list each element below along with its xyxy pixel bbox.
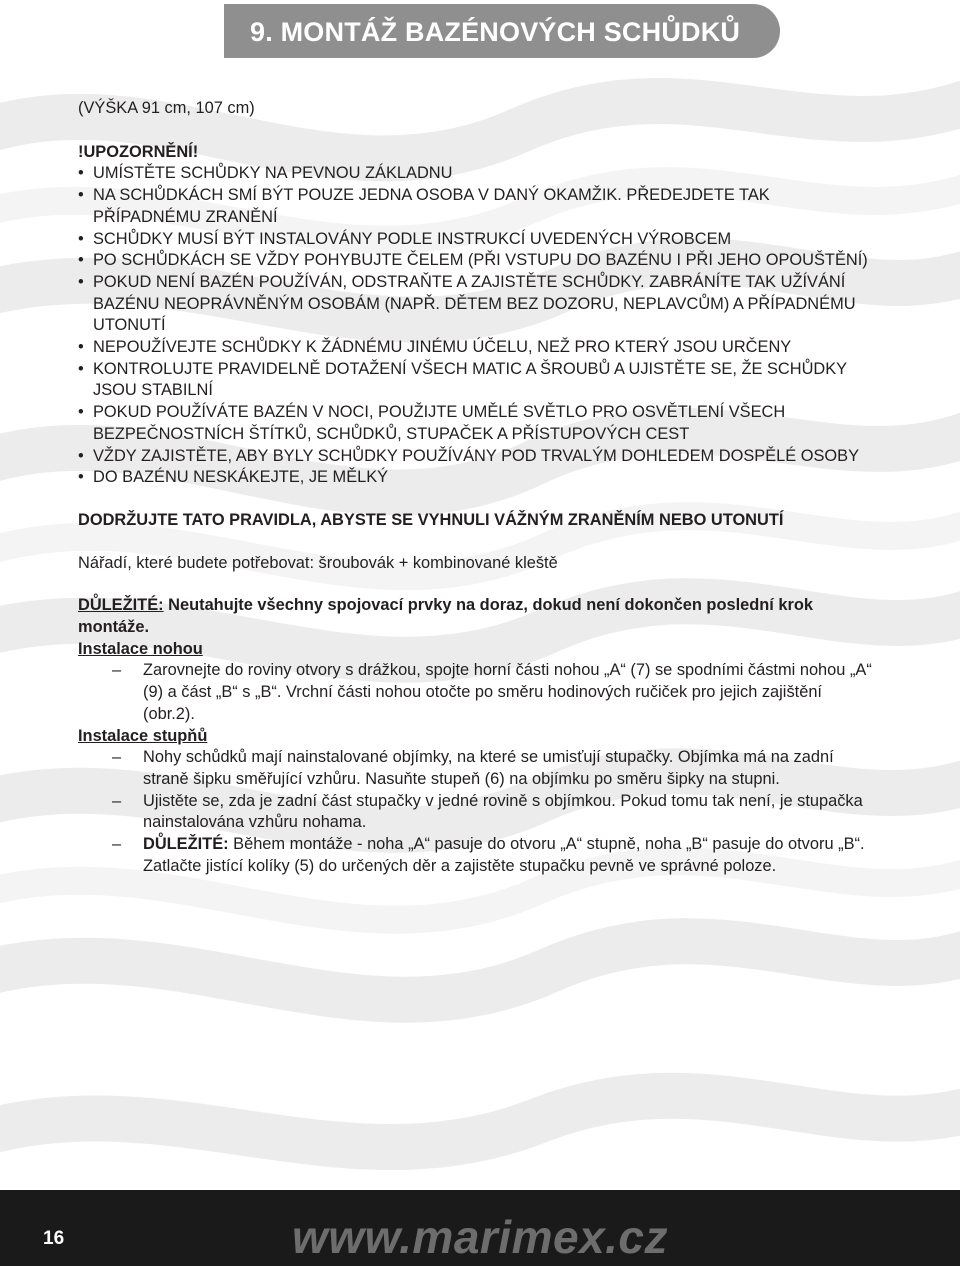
step-text: Během montáže - noha „A“ pasuje do otvoru „A“ stupně, noha „B“ pasuje do otvoru „B“. Zatlačte jistící kolíky (5) do určených děr a zajistěte stupačku pevně ve správné poloze. [143,835,865,875]
rules-note: DODRŽUJTE TATO PRAVIDLA, ABYSTE SE VYHNULI VÁŽNÝM ZRANĚNÍM NEBO UTONUTÍ [78,510,784,529]
warning-list [78,163,878,489]
page-content [78,98,878,878]
height-note: (VÝŠKA 91 cm, 107 cm) [78,99,255,117]
warning-item: • NEPOUŽÍVEJTE SCHŮDKY K ŽÁDNÉMU JINÉMU ÚČELU, NEŽ PRO KTERÝ JSOU URČENY [78,337,878,359]
step-item [78,834,878,877]
warning-item: • NA SCHŮDKÁCH SMÍ BÝT POUZE JEDNA OSOBA V DANÝ OKAMŽIK. PŘEDEJDETE TAK PŘÍPADNÉMU ZRANĚNÍ [78,185,878,228]
section-header-bar [224,4,780,58]
step-item [78,747,878,790]
step-label: DŮLEŽITÉ: [143,835,229,854]
warning-item: • KONTROLUJTE PRAVIDELNĚ DOTAŽENÍ VŠECH MATIC A ŠROUBŮ A UJISTĚTE SE, ŽE SCHŮDKY JSOU STABILNÍ [78,359,878,402]
page-footer [0,1190,960,1266]
warning-item: • VŽDY ZAJISTĚTE, ABY BYLY SCHŮDKY POUŽÍVÁNY POD TRVALÝM DOHLEDEM DOSPĚLÉ OSOBY [78,446,878,468]
step-marker: – [112,748,122,767]
warning-item: • POKUD NENÍ BAZÉN POUŽÍVÁN, ODSTRAŇTE A ZAJISTĚTE SCHŮDKY. ZABRÁNÍTE TAK UŽÍVÁNÍ BAZÉNU NEOPRÁVNĚNÝM OSOBÁM (NAPŘ. DĚTEM BEZ DOZORU, NEPLAVCŮM) A PŘÍPADNÉMU UTONUTÍ [78,272,878,337]
important-note [78,595,878,638]
warning-item: • SCHŮDKY MUSÍ BÝT INSTALOVÁNY PODLE INSTRUKCÍ UVEDENÝCH VÝROBCEM [78,229,878,251]
warning-item: • UMÍSTĚTE SCHŮDKY NA PEVNOU ZÁKLADNU [78,163,878,185]
step-marker: – [112,835,122,854]
step-item [78,791,878,834]
warning-item: • DO BAZÉNU NESKÁKEJTE, JE MĚLKÝ [78,467,878,489]
steps-list-legs [78,660,878,725]
warning-heading: !UPOZORNĚNÍ! [78,142,199,161]
warning-item: • POKUD POUŽÍVÁTE BAZÉN V NOCI, POUŽIJTE UMĚLÉ SVĚTLO PRO OSVĚTLENÍ VŠECH BEZPEČNOSTNÍCH ŠTÍTKŮ, SCHŮDKŮ, STUPAČEK A PŘÍSTUPOVÝCH CEST [78,402,878,445]
page-number: 16 [43,1228,65,1249]
step-text: Nohy schůdků mají nainstalované objímky, na které se umisťují stupačky. Objímka má na zadní straně šipku směřující vzhůru. Nasuňte stupeň (6) na objímku po směru šipky na stupni. [143,748,834,788]
warning-item: • PO SCHŮDKÁCH SE VŽDY POHYBUJTE ČELEM (PŘI VSTUPU DO BAZÉNU I PŘI JEHO OPOUŠTĚNÍ) [78,250,878,272]
section-heading-legs: Instalace nohou [78,639,203,658]
section-title: 9. MONTÁŽ BAZÉNOVÝCH SCHŮDKŮ [250,17,741,47]
step-text: Zarovnejte do roviny otvory s drážkou, spojte horní části nohou „A“ (7) se spodními částmi nohou „A“ (9) a část „B“ s „B“. Vrchní části nohou otočte po směru hodinových ručiček pro jejich zajištění (obr.2). [143,661,872,723]
step-marker: – [112,791,122,810]
important-label: DŮLEŽITÉ: [78,596,164,615]
tools-note: Nářadí, které budete potřebovat: šroubovák + kombinované kleště [78,553,558,572]
step-marker: – [112,661,122,680]
section-heading-steps: Instalace stupňů [78,726,208,745]
steps-list-treads [78,747,878,877]
step-item [78,660,878,725]
step-text: Ujistěte se, zda je zadní část stupačky v jedné rovině s objímkou. Pokud tomu tak není, je stupačka nainstalována vzhůru nohama. [143,791,863,832]
website-link[interactable]: www.marimex.cz [292,1211,669,1263]
important-text: Neutahujte všechny spojovací prvky na doraz, dokud není dokončen poslední krok montáže. [78,596,813,637]
